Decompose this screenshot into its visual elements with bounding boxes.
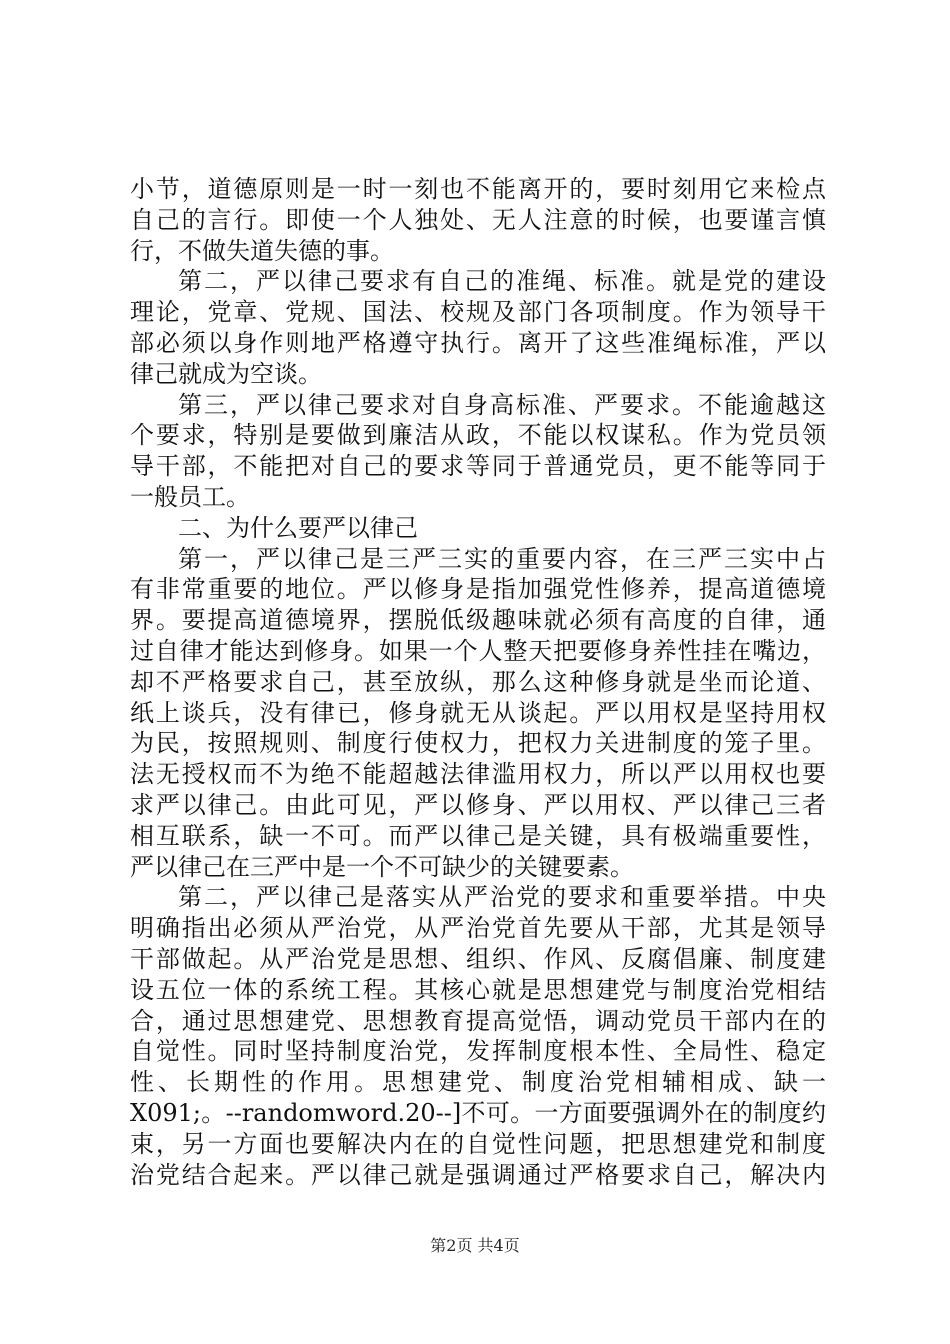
text-line: 第二，严以律己要求有自己的准绳、标准。就是党的建设 — [178, 267, 826, 296]
text-line: 一般员工。 — [130, 482, 250, 511]
text-line: 严以律己在三严中是一个不可缺少的关键要素。 — [130, 852, 634, 881]
text-line: 个要求，特别是要做到廉洁从政，不能以权谋私。作为党员领 — [130, 421, 826, 450]
text-line: 律己就成为空谈。 — [130, 359, 322, 388]
text-line: 自觉性。同时坚持制度治党，发挥制度根本性、全局性、稳定 — [130, 1037, 826, 1066]
text-line: 相互联系，缺一不可。而严以律己是关键，具有极端重要性， — [130, 821, 826, 850]
text-line: 第一，严以律己是三严三实的重要内容，在三严三实中占 — [178, 544, 826, 573]
text-line: 性、长期性的作用。思想建党、制度治党相辅相成、缺一 — [130, 1068, 826, 1097]
text-line: 小节，道德原则是一时一刻也不能离开的，要时刻用它来检点 — [130, 175, 826, 203]
text-line: 却不严格要求自己，甚至放纵，那么这种修身就是坐而论道、 — [130, 667, 826, 696]
text-line: 行，不做失道失德的事。 — [130, 236, 394, 265]
text-line: 二、为什么要严以律己 — [178, 513, 418, 542]
text-line: 合，通过思想建党、思想教育提高觉悟，调动党员干部内在的 — [130, 1006, 826, 1035]
text-line: 过自律才能达到修身。如果一个人整天把要修身养性挂在嘴边， — [130, 636, 826, 665]
text-line: 法无授权而不为绝不能超越法律滥用权力，所以严以用权也要 — [130, 760, 826, 789]
text-line: 束，另一方面也要解决内在的自觉性问题，把思想建党和制度 — [130, 1129, 826, 1158]
text-line: 干部做起。从严治党是思想、组织、作风、反腐倡廉、制度建 — [130, 944, 826, 973]
text-line: 自己的言行。即使一个人独处、无人注意的时候，也要谨言慎 — [130, 205, 826, 234]
text-line: X091;。--randomword.20--]不可。一方面要强调外在的制度约 — [130, 1098, 826, 1127]
text-line: 部必须以身作则地严格遵守执行。离开了这些准绳标准，严以 — [130, 328, 826, 357]
text-line: 纸上谈兵，没有律已，修身就无从谈起。严以用权是坚持用权 — [130, 698, 826, 727]
text-line: 求严以律己。由此可见，严以修身、严以用权、严以律己三者 — [130, 790, 826, 819]
text-line: 导干部，不能把对自己的要求等同于普通党员，更不能等同于 — [130, 452, 826, 481]
text-line: 界。要提高道德境界，摆脱低级趣味就必须有高度的自律，通 — [130, 606, 826, 635]
page-footer: 第2页 共4页 — [430, 1236, 520, 1255]
text-line: 第三，严以律己要求对自身高标准、严要求。不能逾越这 — [178, 390, 826, 419]
text-line: 明确指出必须从严治党，从严治党首先要从干部，尤其是领导 — [130, 914, 826, 943]
text-line: 为民，按照规则、制度行使权力，把权力关进制度的笼子里。 — [130, 729, 826, 758]
text-line: 理论，党章、党规、国法、校规及部门各项制度。作为领导干 — [130, 298, 826, 327]
text-line: 治党结合起来。严以律己就是强调通过严格要求自己，解决内 — [130, 1160, 826, 1189]
text-line: 有非常重要的地位。严以修身是指加强党性修养，提高道德境 — [130, 575, 826, 604]
body-text — [130, 174, 826, 1190]
text-line: 设五位一体的系统工程。其核心就是思想建党与制度治党相结 — [130, 975, 826, 1004]
text-line: 第二，严以律己是落实从严治党的要求和重要举措。中央 — [178, 883, 826, 912]
